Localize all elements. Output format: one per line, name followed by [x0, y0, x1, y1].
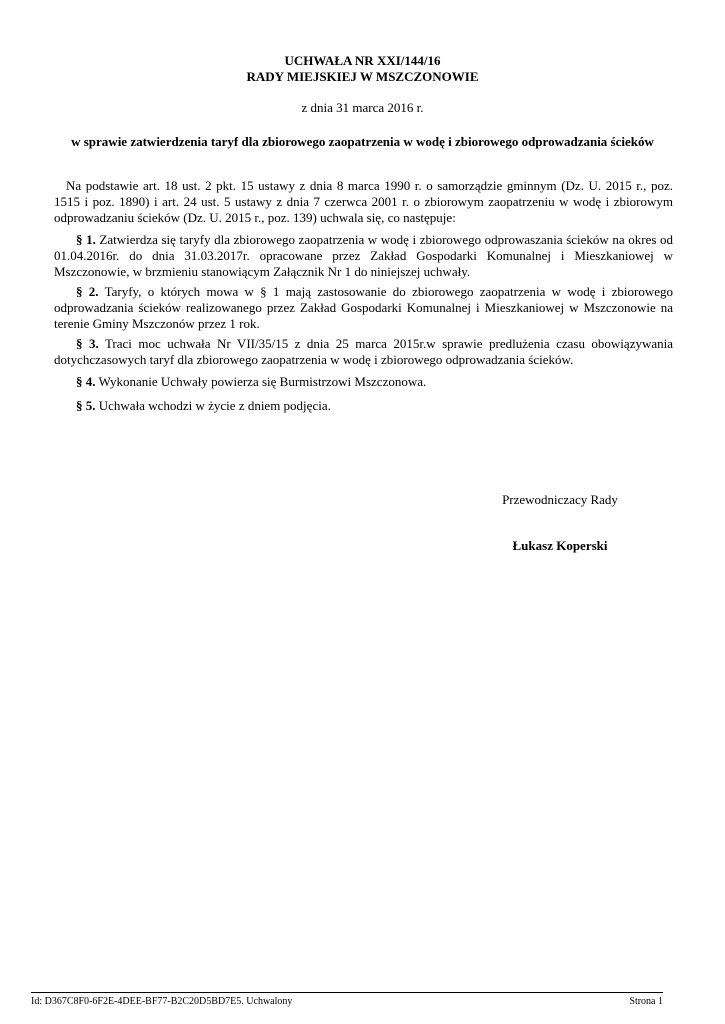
- paragraph-5-text: Uchwała wchodzi w życie z dniem podjęcia.: [95, 398, 331, 413]
- paragraph-2-label: § 2.: [76, 284, 99, 299]
- signature-name: Łukasz Koperski: [512, 538, 608, 553]
- document-id: Id: D367C8F0-6F2E-4DEE-BF77-B2C20D5BD7E5. Uchwalony: [31, 996, 293, 1007]
- paragraph-5-label: § 5.: [76, 398, 96, 413]
- council-name: RADY MIEJSKIEJ W MSZCZONOWIE: [246, 69, 479, 84]
- signature-role: Przewodniczacy Rady: [502, 492, 618, 507]
- footer-divider: [31, 992, 663, 993]
- resolution-subject: w sprawie zatwierdzenia taryf dla zbiorowego zaopatrzenia w wodę i zbiorowego odprowadzania ścieków: [71, 134, 654, 149]
- resolution-number: UCHWAŁA NR XXI/144/16: [284, 53, 441, 68]
- paragraph-3-label: § 3.: [76, 336, 99, 351]
- paragraph-5: [54, 398, 673, 414]
- paragraph-2: [54, 284, 673, 332]
- paragraph-3-text: Traci moc uchwała Nr VII/35/15 z dnia 25 marca 2015r.w sprawie predlużenia czasu obowiązywania dotychczasowych taryf dla zbiorowego zaopatrzenia w wodę i zbiorowego odprowadzania ścieków.: [54, 336, 674, 367]
- paragraph-2-text: Taryfy, o których mowa w § 1 mają zastosowanie do zbiorowego zaopatrzenia w wodę i zbiorowego odprowadzania ścieków realizowanego przez Zakład Gospodarki Komunalnej i Mieszkaniowej w Mszczonowie na terenie Gminy Mszczonów przez 1 rok.: [54, 284, 673, 331]
- paragraph-4: [54, 374, 673, 390]
- paragraph-1: [54, 232, 673, 280]
- paragraph-1-text: Zatwierdza się taryfy dla zbiorowego zaopatrzenia w wodę i zbiorowego odprowaszania ścieków na okres od 01.04.2016r. do dnia 31.03.2017r. opracowane przez Zakład Gospodarki Komunalnej i Mieszkaniowej w Mszczonowie, w brzmieniu stanowiącym Załącznik Nr 1 do niniejszej uchwały.: [54, 232, 674, 279]
- paragraph-4-label: § 4.: [76, 374, 96, 389]
- paragraph-3: [54, 336, 673, 368]
- page-number: Strona 1: [629, 996, 663, 1007]
- paragraph-4-text: Wykonanie Uchwały powierza się Burmistrzowi Mszczonowa.: [95, 374, 427, 389]
- resolution-date: z dnia 31 marca 2016 r.: [301, 100, 424, 115]
- paragraph-1-label: § 1.: [76, 232, 96, 247]
- legal-basis-paragraph: Na podstawie art. 18 ust. 2 pkt. 15 ustawy z dnia 8 marca 1990 r. o samorządzie gminnym (Dz. U. 2015 r., poz. 1515 i poz. 1890) i art. 24 ust. 5 ustawy z dnia 7 czerwca 2001 r. o zbiorowym zaopatrzeniu w wodę i zbiorowym odprowadzaniu ścieków (Dz. U. 2015 r., poz. 139) uchwala się, co następuje:: [54, 178, 673, 225]
